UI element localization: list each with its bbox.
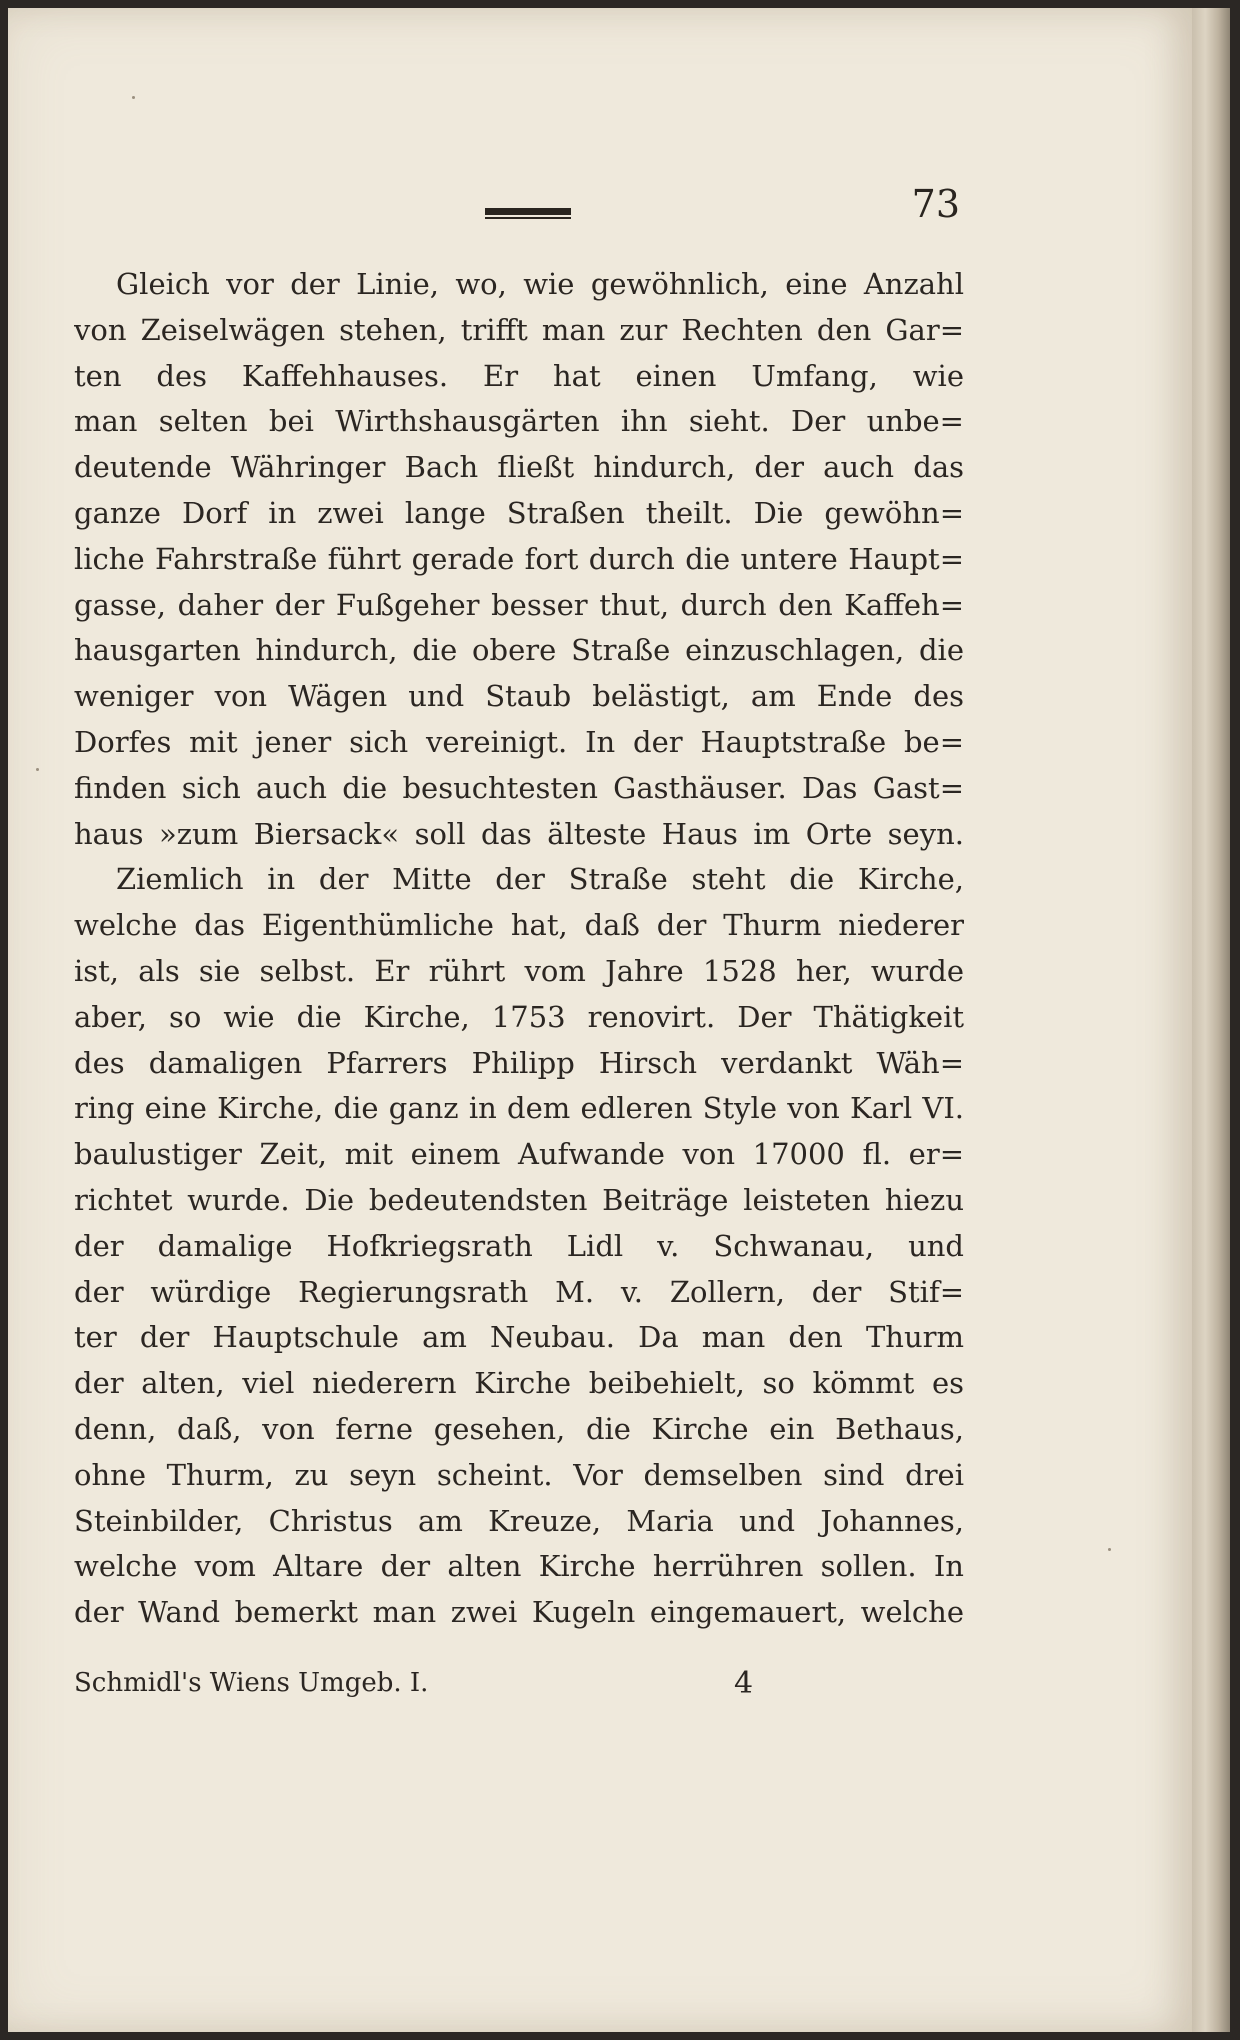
text-line: finden sich auch die besuchtesten Gasthäuser. Das Gast= <box>74 770 964 805</box>
header-rule <box>485 208 571 215</box>
text-line: Dorfes mit jener sich vereinigt. In der Hauptstraße be= <box>74 724 964 759</box>
text-line: ist, als sie selbst. Er rührt vom Jahre 1528 her, wurde <box>74 953 964 988</box>
text-line: ganze Dorf in zwei lange Straßen theilt. Die gewöhn= <box>74 495 964 530</box>
text-line: Ziemlich in der Mitte der Straße steht die Kirche, <box>116 862 964 897</box>
text-line: baulustiger Zeit, mit einem Aufwande von 17000 fl. er= <box>74 1137 964 1172</box>
text-line: welche vom Altare der alten Kirche herrühren sollen. In <box>74 1549 964 1584</box>
text-line: haus »zum Biersack« soll das älteste Haus im Orte seyn. <box>74 816 964 851</box>
text-line: der alten, viel niederern Kirche beibehielt, so kömmt es <box>74 1366 964 1401</box>
text-line: weniger von Wägen und Staub belästigt, am Ende des <box>74 679 964 714</box>
text-line: ten des Kaffehhauses. Er hat einen Umfang, wie <box>74 358 964 393</box>
text-line: denn, daß, von ferne gesehen, die Kirche ein Bethaus, <box>74 1411 964 1446</box>
text-line: man selten bei Wirthshausgärten ihn sieht. Der unbe= <box>74 404 964 439</box>
paper-speck <box>1108 1548 1111 1551</box>
text-line: ring eine Kirche, die ganz in dem edleren Style von Karl VI. <box>74 1091 964 1126</box>
text-line: aber, so wie die Kirche, 1753 renovirt. Der Thätigkeit <box>74 999 964 1034</box>
text-line: ter der Hauptschule am Neubau. Da man den Thurm <box>74 1320 964 1355</box>
text-line: welche das Eigenthümliche hat, daß der Thurm niederer <box>74 908 964 943</box>
body-text <box>74 262 964 1636</box>
text-line: der würdige Regierungsrath M. v. Zollern, der Stif= <box>74 1274 964 1309</box>
text-line: der Wand bemerkt man zwei Kugeln eingemauert, welche <box>74 1595 964 1630</box>
text-line: Steinbilder, Christus am Kreuze, Maria und Johannes, <box>74 1503 964 1538</box>
page-edge <box>1192 8 1230 2032</box>
page-number: 73 <box>911 182 960 226</box>
text-line: gasse, daher der Fußgeher besser thut, durch den Kaffeh= <box>74 587 964 622</box>
text-line: des damaligen Pfarrers Philipp Hirsch verdankt Wäh= <box>74 1045 964 1080</box>
paper-speck <box>132 96 135 99</box>
text-line: der damalige Hofkriegsrath Lidl v. Schwanau, und <box>74 1228 964 1263</box>
text-line: richtet wurde. Die bedeutendsten Beiträge leisteten hiezu <box>74 1182 964 1217</box>
text-line: deutende Währinger Bach fließt hindurch, der auch das <box>74 450 964 485</box>
text-line: von Zeiselwägen stehen, trifft man zur Rechten den Gar= <box>74 312 964 347</box>
signature-number: 4 <box>734 1666 754 1701</box>
page-footer <box>74 1668 964 1708</box>
signature-text: Schmidl's Wiens Umgeb. I. <box>74 1668 429 1698</box>
text-line: Gleich vor der Linie, wo, wie gewöhnlich, eine Anzahl <box>116 267 964 301</box>
text-line: ohne Thurm, zu seyn scheint. Vor demselben sind drei <box>74 1457 964 1492</box>
text-line: hausgarten hindurch, die obere Straße einzuschlagen, die <box>74 633 964 668</box>
text-line: liche Fahrstraße führt gerade fort durch die untere Haupt= <box>74 541 964 576</box>
paper-speck <box>36 768 39 771</box>
